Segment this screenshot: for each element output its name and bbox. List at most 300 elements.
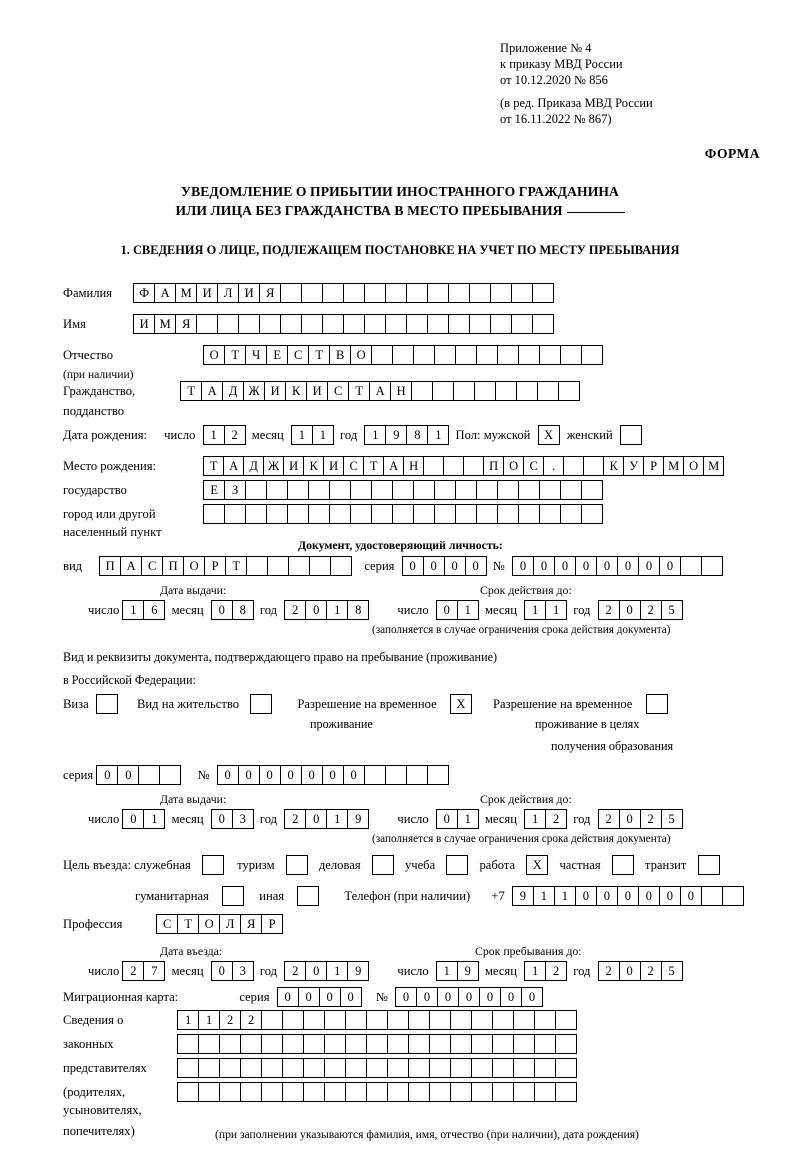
cell[interactable]	[266, 480, 288, 500]
cell[interactable]: А	[223, 456, 244, 476]
cell[interactable]: 0	[619, 809, 641, 829]
surname-input[interactable]	[133, 283, 553, 303]
cell[interactable]	[238, 314, 260, 334]
cell[interactable]: 0	[617, 886, 639, 906]
cell[interactable]	[287, 504, 309, 524]
cell[interactable]	[408, 1058, 430, 1078]
valid-year-input[interactable]	[598, 600, 682, 620]
cell[interactable]	[492, 1058, 514, 1078]
cell[interactable]	[497, 504, 519, 524]
cell[interactable]	[240, 1058, 262, 1078]
cell[interactable]: Т	[203, 456, 224, 476]
cell[interactable]: 1	[326, 809, 348, 829]
cell[interactable]	[511, 283, 533, 303]
cell[interactable]: Р	[204, 556, 226, 576]
cell[interactable]	[474, 381, 496, 401]
purpose-work-checkbox[interactable]: X	[526, 855, 548, 875]
cell[interactable]	[266, 504, 288, 524]
cell[interactable]	[518, 504, 540, 524]
cell[interactable]	[324, 1010, 346, 1030]
cell[interactable]: 0	[259, 765, 281, 785]
cell[interactable]	[345, 1058, 367, 1078]
cell[interactable]	[560, 345, 582, 365]
cell[interactable]: С	[327, 381, 349, 401]
cell[interactable]: 8	[406, 425, 428, 445]
cell[interactable]: 0	[96, 765, 118, 785]
cell[interactable]: 2	[284, 961, 306, 981]
issue-month-input[interactable]	[211, 600, 253, 620]
stay-year-input[interactable]	[598, 961, 682, 981]
cell[interactable]	[371, 345, 393, 365]
cell[interactable]: 1	[524, 809, 546, 829]
cell[interactable]: Д	[243, 456, 264, 476]
cell[interactable]: 1	[177, 1010, 199, 1030]
cell[interactable]	[471, 1058, 493, 1078]
cell[interactable]	[534, 1082, 556, 1102]
cell[interactable]	[159, 765, 181, 785]
cell[interactable]: И	[283, 456, 304, 476]
cell[interactable]	[261, 1082, 283, 1102]
cell[interactable]	[301, 314, 323, 334]
cell[interactable]	[429, 1058, 451, 1078]
cell[interactable]: 0	[280, 765, 302, 785]
cell[interactable]: 1	[457, 809, 479, 829]
purpose-transit-checkbox[interactable]	[698, 855, 720, 875]
cell[interactable]	[303, 1058, 325, 1078]
cell[interactable]	[490, 283, 512, 303]
cell[interactable]: 7	[143, 961, 165, 981]
migration-card-number-input[interactable]	[395, 987, 542, 1007]
cell[interactable]	[495, 381, 517, 401]
cell[interactable]	[413, 480, 435, 500]
cell[interactable]: 1	[326, 961, 348, 981]
cell[interactable]	[261, 1034, 283, 1054]
cell[interactable]: Я	[259, 283, 281, 303]
cell[interactable]	[259, 314, 281, 334]
cell[interactable]: А	[201, 381, 223, 401]
cell[interactable]	[427, 765, 449, 785]
name-input[interactable]	[133, 314, 553, 334]
cell[interactable]	[392, 345, 414, 365]
cell[interactable]	[385, 314, 407, 334]
cell[interactable]	[282, 1034, 304, 1054]
cell[interactable]	[324, 1082, 346, 1102]
cell[interactable]	[532, 283, 554, 303]
cell[interactable]: О	[203, 345, 225, 365]
cell[interactable]	[364, 765, 386, 785]
cell[interactable]: 8	[347, 600, 369, 620]
cell[interactable]: М	[175, 283, 197, 303]
cell[interactable]	[539, 345, 561, 365]
cell[interactable]	[280, 283, 302, 303]
cell[interactable]: 1	[533, 886, 555, 906]
birth-day-input[interactable]	[203, 425, 245, 445]
purpose-tourism-checkbox[interactable]	[286, 855, 308, 875]
cell[interactable]	[246, 556, 268, 576]
cell[interactable]	[366, 1082, 388, 1102]
cell[interactable]: Н	[403, 456, 424, 476]
entry-year-input[interactable]	[284, 961, 368, 981]
cell[interactable]: Ж	[243, 381, 265, 401]
cell[interactable]: 0	[211, 600, 233, 620]
cell[interactable]: 1	[524, 600, 546, 620]
cell[interactable]	[434, 504, 456, 524]
cell[interactable]	[240, 1034, 262, 1054]
residence-permit-checkbox[interactable]	[250, 694, 272, 714]
migration-card-series-input[interactable]	[277, 987, 361, 1007]
cell[interactable]	[303, 1082, 325, 1102]
cell[interactable]	[366, 1034, 388, 1054]
cell[interactable]: 2	[598, 961, 620, 981]
cell[interactable]: 0	[423, 556, 445, 576]
cell[interactable]	[469, 283, 491, 303]
cell[interactable]: 0	[619, 961, 641, 981]
cell[interactable]: 1	[198, 1010, 220, 1030]
cell[interactable]	[453, 381, 475, 401]
cell[interactable]	[455, 504, 477, 524]
cell[interactable]	[463, 456, 484, 476]
cell[interactable]	[324, 1058, 346, 1078]
cell[interactable]	[392, 480, 414, 500]
entry-day-input[interactable]	[122, 961, 164, 981]
cell[interactable]: 0	[638, 556, 660, 576]
birthplace-row1-input[interactable]	[203, 456, 723, 476]
cell[interactable]: 0	[117, 765, 139, 785]
cell[interactable]: 0	[122, 809, 144, 829]
cell[interactable]	[329, 480, 351, 500]
cell[interactable]	[539, 504, 561, 524]
cell[interactable]: 2	[598, 809, 620, 829]
cell[interactable]: Т	[177, 914, 199, 934]
purpose-humanitarian-checkbox[interactable]	[222, 886, 244, 906]
cell[interactable]	[513, 1034, 535, 1054]
purpose-official-checkbox[interactable]	[202, 855, 224, 875]
cell[interactable]	[476, 345, 498, 365]
cell[interactable]	[282, 1010, 304, 1030]
cell[interactable]: О	[503, 456, 524, 476]
cell[interactable]: 9	[385, 425, 407, 445]
birthplace-row3-input[interactable]	[203, 504, 602, 524]
cell[interactable]	[322, 283, 344, 303]
cell[interactable]: Т	[224, 345, 246, 365]
cell[interactable]: 1	[524, 961, 546, 981]
cell[interactable]: 0	[277, 987, 299, 1007]
cell[interactable]	[560, 480, 582, 500]
cell[interactable]	[308, 504, 330, 524]
cell[interactable]: 0	[298, 987, 320, 1007]
cell[interactable]: 2	[224, 425, 246, 445]
cell[interactable]: 9	[512, 886, 534, 906]
cell[interactable]: Н	[390, 381, 412, 401]
cell[interactable]: Е	[266, 345, 288, 365]
cell[interactable]	[560, 504, 582, 524]
cell[interactable]: 5	[661, 600, 683, 620]
cell[interactable]	[406, 314, 428, 334]
cell[interactable]: 2	[284, 809, 306, 829]
cell[interactable]	[177, 1034, 199, 1054]
cell[interactable]	[387, 1034, 409, 1054]
cell[interactable]: У	[623, 456, 644, 476]
cell[interactable]	[387, 1058, 409, 1078]
cell[interactable]: М	[663, 456, 684, 476]
cell[interactable]	[282, 1058, 304, 1078]
cell[interactable]: 0	[680, 886, 702, 906]
cell[interactable]: 0	[638, 886, 660, 906]
cell[interactable]: 1	[143, 809, 165, 829]
cell[interactable]	[583, 456, 604, 476]
cell[interactable]: В	[329, 345, 351, 365]
cell[interactable]	[518, 480, 540, 500]
cell[interactable]	[198, 1082, 220, 1102]
cell[interactable]	[224, 504, 246, 524]
cell[interactable]	[387, 1010, 409, 1030]
cell[interactable]: С	[523, 456, 544, 476]
cell[interactable]: 0	[305, 600, 327, 620]
visa-checkbox[interactable]	[96, 694, 118, 714]
cell[interactable]	[492, 1082, 514, 1102]
cell[interactable]: 0	[575, 886, 597, 906]
cell[interactable]	[469, 314, 491, 334]
cell[interactable]: 3	[232, 809, 254, 829]
cell[interactable]	[534, 1058, 556, 1078]
cell[interactable]	[408, 1034, 430, 1054]
cell[interactable]: 0	[596, 556, 618, 576]
cell[interactable]	[345, 1010, 367, 1030]
cell[interactable]: 5	[661, 961, 683, 981]
cell[interactable]	[701, 886, 723, 906]
cell[interactable]	[513, 1058, 535, 1078]
cell[interactable]	[581, 480, 603, 500]
cell[interactable]	[245, 480, 267, 500]
cell[interactable]	[413, 504, 435, 524]
cell[interactable]	[448, 283, 470, 303]
cell[interactable]: П	[162, 556, 184, 576]
cell[interactable]	[450, 1010, 472, 1030]
cell[interactable]: 0	[465, 556, 487, 576]
permit-number-input[interactable]	[217, 765, 448, 785]
cell[interactable]: 9	[457, 961, 479, 981]
cell[interactable]: 8	[232, 600, 254, 620]
cell[interactable]	[455, 480, 477, 500]
cell[interactable]: 1	[457, 600, 479, 620]
cell[interactable]: Т	[308, 345, 330, 365]
cell[interactable]	[471, 1034, 493, 1054]
cell[interactable]	[280, 314, 302, 334]
cell[interactable]: О	[183, 556, 205, 576]
temp-residence-checkbox[interactable]: X	[450, 694, 472, 714]
purpose-study-checkbox[interactable]	[446, 855, 468, 875]
cell[interactable]	[534, 1034, 556, 1054]
cell[interactable]	[203, 504, 225, 524]
cell[interactable]: 2	[122, 961, 144, 981]
cell[interactable]	[177, 1058, 199, 1078]
cell[interactable]: .	[543, 456, 564, 476]
cell[interactable]	[322, 314, 344, 334]
cell[interactable]	[471, 1082, 493, 1102]
cell[interactable]	[219, 1058, 241, 1078]
cell[interactable]: К	[303, 456, 324, 476]
cell[interactable]	[198, 1058, 220, 1078]
cell[interactable]: И	[264, 381, 286, 401]
cell[interactable]: 0	[436, 809, 458, 829]
cell[interactable]: 9	[347, 809, 369, 829]
cell[interactable]	[511, 314, 533, 334]
permit-series-input[interactable]	[96, 765, 180, 785]
cell[interactable]: А	[383, 456, 404, 476]
cell[interactable]	[308, 480, 330, 500]
permit-valid-day-input[interactable]	[436, 809, 478, 829]
cell[interactable]	[343, 314, 365, 334]
cell[interactable]	[177, 1082, 199, 1102]
legal-reps-row2-input[interactable]	[177, 1034, 576, 1054]
cell[interactable]: 2	[545, 961, 567, 981]
cell[interactable]	[392, 504, 414, 524]
cell[interactable]: 1	[364, 425, 386, 445]
cell[interactable]	[198, 1034, 220, 1054]
cell[interactable]	[555, 1034, 577, 1054]
phone-input[interactable]	[512, 886, 743, 906]
issue-day-input[interactable]	[122, 600, 164, 620]
doc-kind-input[interactable]	[99, 556, 351, 576]
cell[interactable]: И	[323, 456, 344, 476]
cell[interactable]: М	[154, 314, 176, 334]
cell[interactable]: А	[369, 381, 391, 401]
cell[interactable]	[537, 381, 559, 401]
sex-female-checkbox[interactable]	[620, 425, 642, 445]
cell[interactable]: Е	[203, 480, 225, 500]
cell[interactable]	[371, 480, 393, 500]
cell[interactable]: А	[154, 283, 176, 303]
cell[interactable]: 0	[305, 961, 327, 981]
cell[interactable]	[245, 504, 267, 524]
cell[interactable]: 0	[458, 987, 480, 1007]
cell[interactable]: 0	[617, 556, 639, 576]
cell[interactable]	[448, 314, 470, 334]
cell[interactable]: 2	[240, 1010, 262, 1030]
cell[interactable]: С	[156, 914, 178, 934]
profession-input[interactable]	[156, 914, 282, 934]
valid-day-input[interactable]	[436, 600, 478, 620]
cell[interactable]: 1	[436, 961, 458, 981]
cell[interactable]	[219, 1082, 241, 1102]
cell[interactable]: Т	[225, 556, 247, 576]
cell[interactable]	[429, 1082, 451, 1102]
cell[interactable]: И	[133, 314, 155, 334]
cell[interactable]: Л	[219, 914, 241, 934]
cell[interactable]: 0	[305, 809, 327, 829]
permit-valid-month-input[interactable]	[524, 809, 566, 829]
cell[interactable]	[309, 556, 331, 576]
cell[interactable]: 0	[211, 809, 233, 829]
cell[interactable]	[532, 314, 554, 334]
cell[interactable]	[387, 1082, 409, 1102]
cell[interactable]	[581, 504, 603, 524]
cell[interactable]	[518, 345, 540, 365]
cell[interactable]	[429, 1034, 451, 1054]
entry-month-input[interactable]	[211, 961, 253, 981]
cell[interactable]: 1	[291, 425, 313, 445]
cell[interactable]	[443, 456, 464, 476]
cell[interactable]: Я	[240, 914, 262, 934]
cell[interactable]	[406, 283, 428, 303]
cell[interactable]: З	[224, 480, 246, 500]
cell[interactable]: 2	[640, 961, 662, 981]
cell[interactable]: 1	[312, 425, 334, 445]
cell[interactable]: 0	[437, 987, 459, 1007]
cell[interactable]: 0	[659, 886, 681, 906]
cell[interactable]: Р	[643, 456, 664, 476]
cell[interactable]	[350, 504, 372, 524]
cell[interactable]: О	[198, 914, 220, 934]
cell[interactable]: И	[306, 381, 328, 401]
cell[interactable]: 0	[343, 765, 365, 785]
cell[interactable]: 9	[347, 961, 369, 981]
purpose-business-checkbox[interactable]	[372, 855, 394, 875]
cell[interactable]	[288, 556, 310, 576]
cell[interactable]: О	[350, 345, 372, 365]
cell[interactable]: 1	[203, 425, 225, 445]
cell[interactable]: Л	[217, 283, 239, 303]
cell[interactable]: 0	[554, 556, 576, 576]
cell[interactable]	[345, 1034, 367, 1054]
cell[interactable]	[492, 1010, 514, 1030]
cell[interactable]	[680, 556, 702, 576]
cell[interactable]	[240, 1082, 262, 1102]
patronymic-input[interactable]	[203, 345, 602, 365]
cell[interactable]: 0	[444, 556, 466, 576]
valid-month-input[interactable]	[524, 600, 566, 620]
cell[interactable]: Д	[222, 381, 244, 401]
permit-valid-year-input[interactable]	[598, 809, 682, 829]
cell[interactable]	[219, 1034, 241, 1054]
cell[interactable]	[513, 1082, 535, 1102]
cell[interactable]	[555, 1058, 577, 1078]
cell[interactable]	[450, 1034, 472, 1054]
cell[interactable]	[555, 1010, 577, 1030]
legal-reps-row4-input[interactable]	[177, 1082, 576, 1102]
cell[interactable]: 0	[596, 886, 618, 906]
cell[interactable]: Ф	[133, 283, 155, 303]
cell[interactable]	[350, 480, 372, 500]
cell[interactable]: 0	[500, 987, 522, 1007]
cell[interactable]: 2	[640, 809, 662, 829]
cell[interactable]	[497, 480, 519, 500]
cell[interactable]	[423, 456, 444, 476]
cell[interactable]: П	[99, 556, 121, 576]
cell[interactable]	[471, 1010, 493, 1030]
cell[interactable]	[450, 1058, 472, 1078]
cell[interactable]: 0	[395, 987, 417, 1007]
cell[interactable]	[301, 283, 323, 303]
cell[interactable]: 0	[319, 987, 341, 1007]
cell[interactable]	[490, 314, 512, 334]
cell[interactable]	[476, 480, 498, 500]
cell[interactable]: 0	[211, 961, 233, 981]
cell[interactable]	[427, 314, 449, 334]
cell[interactable]	[413, 345, 435, 365]
cell[interactable]	[364, 314, 386, 334]
issue-year-input[interactable]	[284, 600, 368, 620]
cell[interactable]	[385, 283, 407, 303]
cell[interactable]	[217, 314, 239, 334]
cell[interactable]: 2	[545, 809, 567, 829]
cell[interactable]: П	[483, 456, 504, 476]
cell[interactable]	[267, 556, 289, 576]
permit-issue-month-input[interactable]	[211, 809, 253, 829]
cell[interactable]: 2	[640, 600, 662, 620]
cell[interactable]: 0	[521, 987, 543, 1007]
stay-month-input[interactable]	[524, 961, 566, 981]
